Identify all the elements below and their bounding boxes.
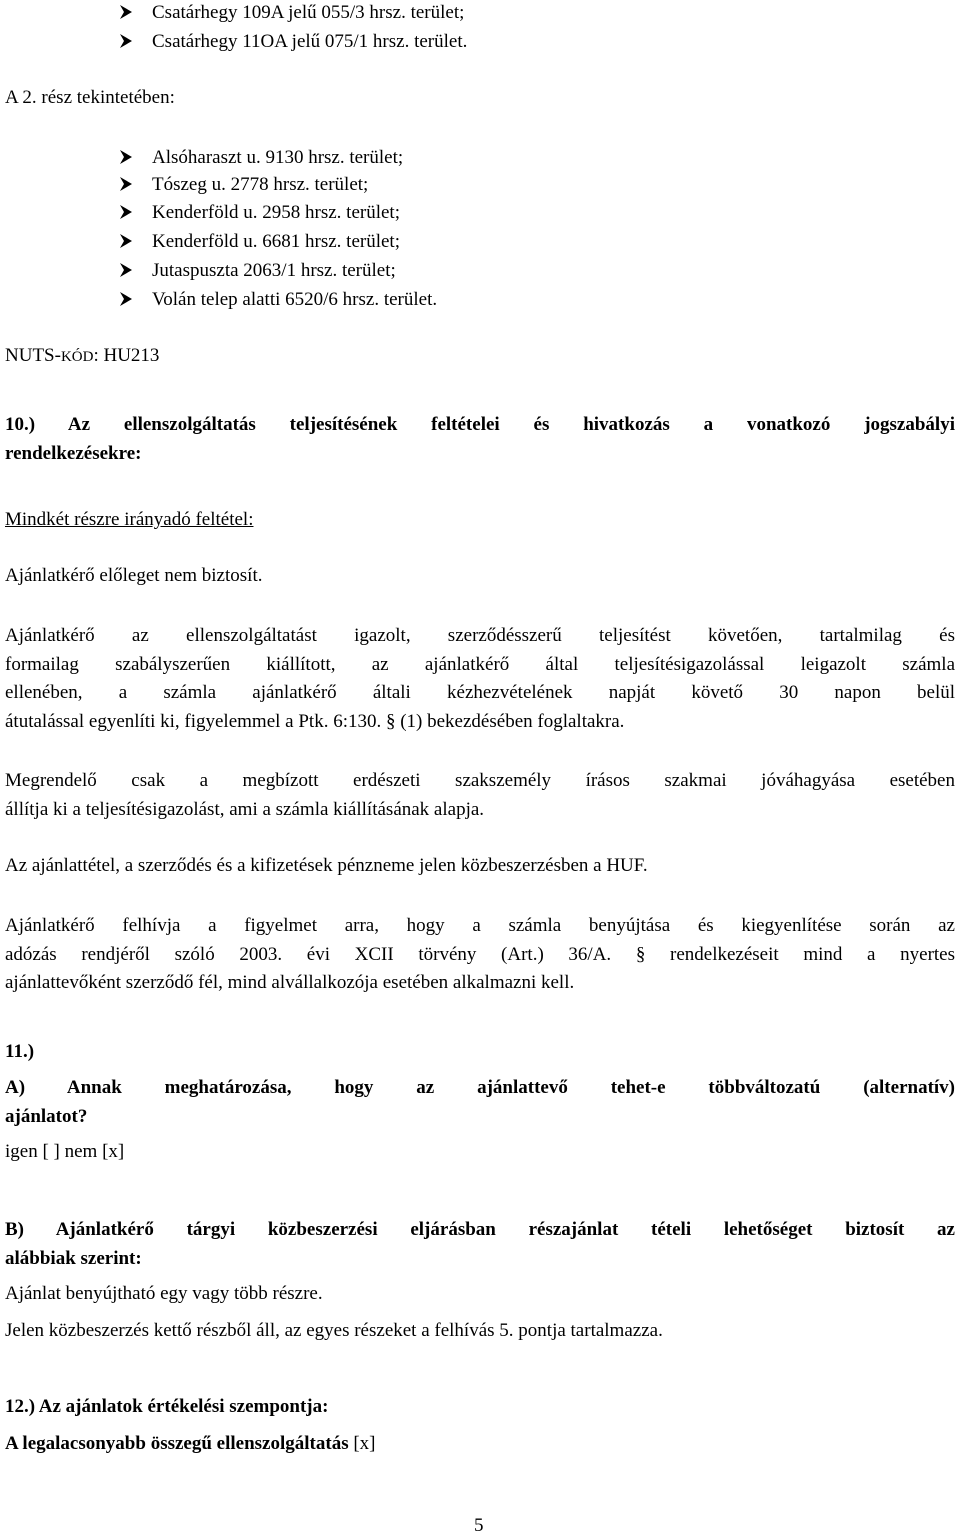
arrow-bullet-icon bbox=[118, 200, 152, 226]
arrow-bullet-icon bbox=[118, 29, 152, 55]
payment-paragraph: Ajánlatkérő az ellenszolgáltatást igazolt, szerződésszerű teljesítést követően, tartalmilag és formailag szabályszerűen kiállított, az ajánlatkérő által teljesítésigazolással leigazolt számla ellenében, a számla ajánlatkérő általi kézhezvételének napját követő 30 napon belül átutalással egyenlíti ki, figyelemmel a Ptk. 6:130. § (1) bekezdésében foglaltakra. bbox=[5, 625, 955, 732]
list-item: Kenderföld u. 2958 hrsz. terület; bbox=[118, 200, 400, 226]
arrow-bullet-icon bbox=[118, 145, 152, 171]
section-11a-question: A) Annak meghatározása, hogy az ajánlattevő tehet-e többváltozatú (alternatív) ajánlatot? bbox=[5, 1077, 955, 1127]
list-item: Jutaspuszta 2063/1 hrsz. terület; bbox=[118, 258, 396, 284]
certification-paragraph: Megrendelő csak a megbízott erdészeti szakszemély írásos szakmai jóváhagyása esetében állítja ki a teljesítésigazolást, ami a számla kiállításának alapja. bbox=[5, 770, 955, 820]
list-item: Csatárhegy 109A jelű 055/3 hrsz. terület; bbox=[118, 0, 464, 26]
list-item: Alsóharaszt u. 9130 hrsz. terület; bbox=[118, 145, 403, 171]
section-11-number: 11.) bbox=[5, 1041, 35, 1062]
no-advance-statement: Ajánlatkérő előleget nem biztosít. bbox=[5, 565, 263, 586]
arrow-bullet-icon bbox=[118, 229, 152, 255]
list-item: Csatárhegy 11OA jelű 075/1 hrsz. terület. bbox=[118, 29, 467, 55]
section-10-subheading: Mindkét részre irányadó feltétel: bbox=[5, 509, 254, 530]
list-item: Kenderföld u. 6681 hrsz. terület; bbox=[118, 229, 400, 255]
section-10-heading: 10.) Az ellenszolgáltatás teljesítésének feltételei és hivatkozás a vonatkozó jogszabályi rendelkezésekre: bbox=[5, 414, 955, 464]
evaluation-criterion: A legalacsonyabb összegű ellenszolgáltatás [x] bbox=[5, 1433, 376, 1454]
section-11b-text-1: Ajánlat benyújtható egy vagy több részre. bbox=[5, 1283, 323, 1304]
currency-paragraph: Az ajánlattétel, a szerződés és a kifizetések pénzneme jelen közbeszerzésben a HUF. bbox=[5, 855, 648, 876]
tax-paragraph: Ajánlatkérő felhívja a figyelmet arra, hogy a számla benyújtása és kiegyenlítése során az adózás rendjéről szóló 2003. évi XCII törvény (Art.) 36/A. § rendelkezéseit mind a nyertes ajánlattevőként szerződő fél, mind alvállalkozója esetében alkalmazni kell. bbox=[5, 915, 955, 993]
arrow-bullet-icon bbox=[118, 0, 152, 26]
list-item: Volán telep alatti 6520/6 hrsz. terület. bbox=[118, 287, 437, 313]
section-11b-heading: B) Ajánlatkérő tárgyi közbeszerzési eljárásban részajánlat tételi lehetőséget biztosít az alábbiak szerint: bbox=[5, 1219, 955, 1269]
nuts-code: NUTS-KÓD: HU213 bbox=[5, 345, 160, 366]
section-12-heading: 12.) Az ajánlatok értékelési szempontja: bbox=[5, 1396, 329, 1417]
page-number: 5 bbox=[474, 1515, 484, 1536]
section-11a-answer: igen [ ] nem [x] bbox=[5, 1141, 125, 1162]
arrow-bullet-icon bbox=[118, 258, 152, 284]
list-item: Tószeg u. 2778 hrsz. terület; bbox=[118, 172, 368, 198]
arrow-bullet-icon bbox=[118, 287, 152, 313]
part2-heading: A 2. rész tekintetében: bbox=[5, 87, 175, 108]
section-11b-text-2: Jelen közbeszerzés kettő részből áll, az egyes részeket a felhívás 5. pontja tartalmazza. bbox=[5, 1320, 663, 1341]
arrow-bullet-icon bbox=[118, 172, 152, 198]
